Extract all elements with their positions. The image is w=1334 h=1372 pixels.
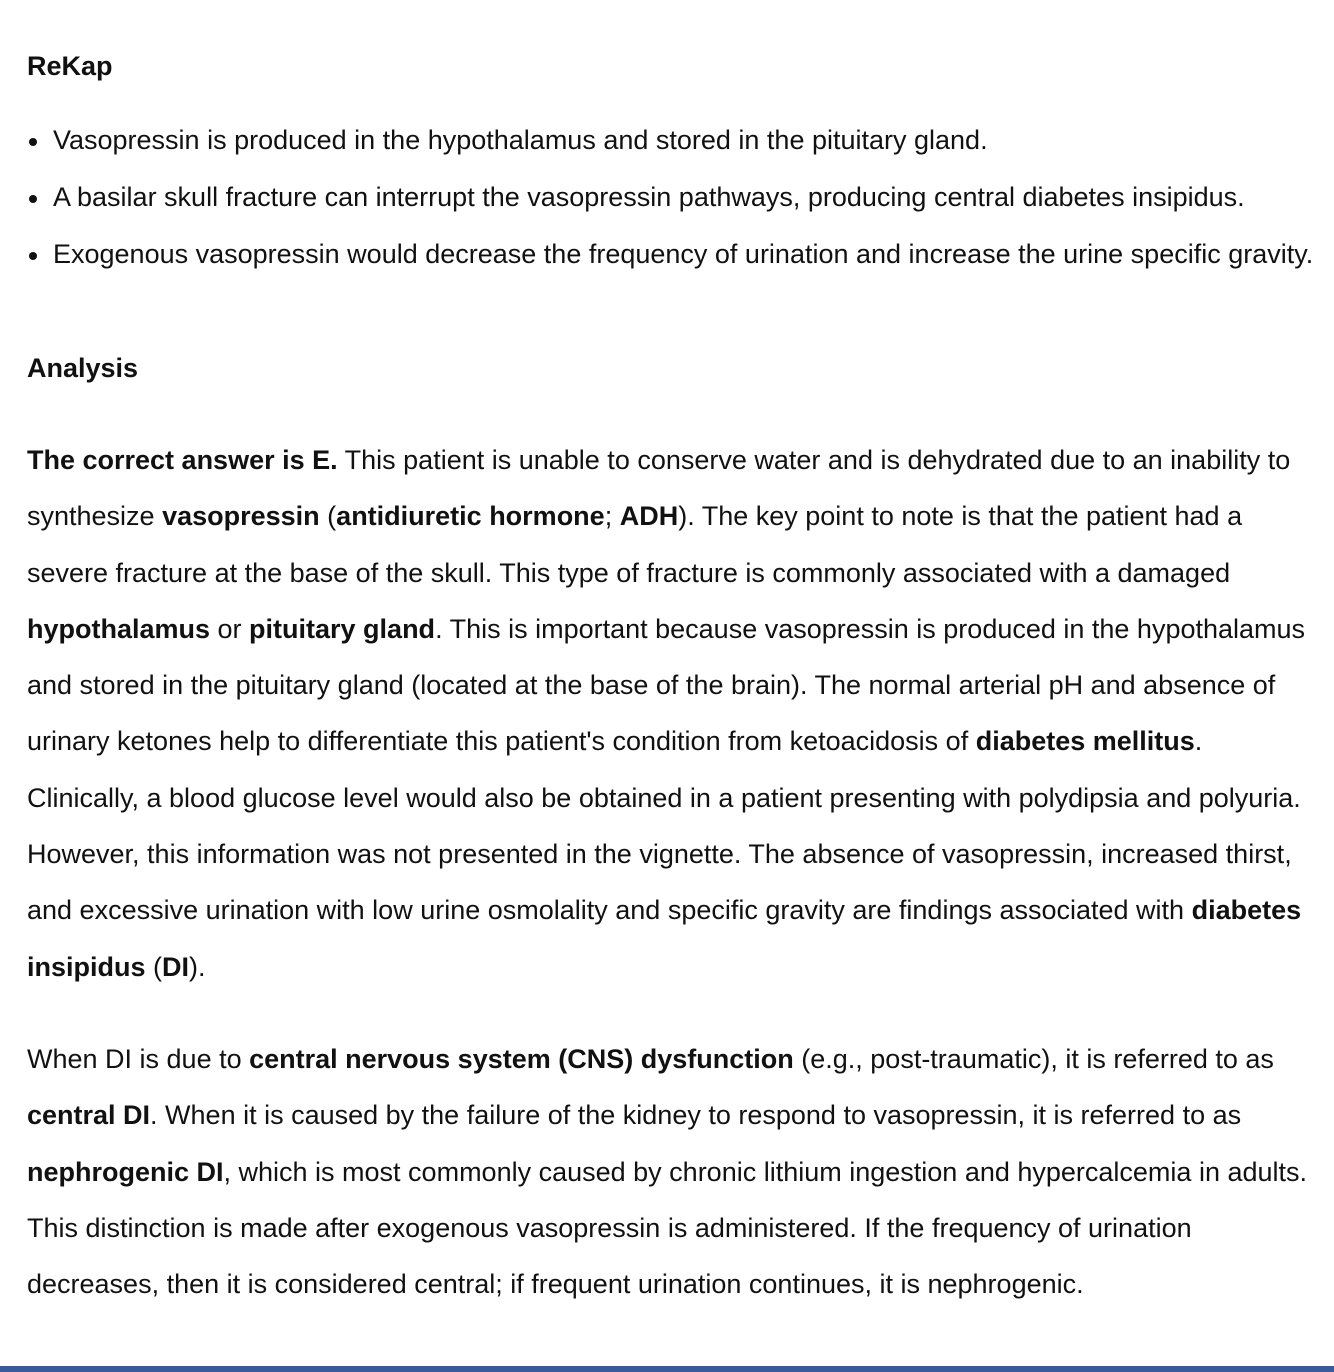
- term-di: DI: [162, 951, 190, 982]
- term-cns-dysfunction: central nervous system (CNS) dysfunction: [249, 1044, 794, 1074]
- term-nephrogenic-di: nephrogenic DI: [27, 1156, 224, 1187]
- rekap-list: [27, 121, 1323, 292]
- term-diabetes-insipidus: diabetes insipidus: [27, 895, 1302, 982]
- correct-answer-label: The correct answer is E.: [27, 445, 338, 475]
- analysis-paragraph-1: The correct answer is E. This patient is unable to conserve water and is dehydrated due to an inability to synthesize vasopressin (antidiuretic hormone; ADH). The key point to note is that the patient had a severe fracture at the base of the skull. This type of fracture is commonly associated with a damaged hypothalamus or pituitary gland. This is important because vasopressin is produced in the hypothalamus and stored in the pituitary gland (located at the base of the brain). The normal arterial pH and absence of urinary ketones help to differentiate this patient's condition from ketoacidosis of diabetes mellitus. Clinically, a blood glucose level would also be obtained in a patient presenting with polydipsia and polyuria. However, this information was not presented in the vignette. The absence of vasopressin, increased thirst, and excessive urination with low urine osmolality and specific gravity are findings associated with diabetes insipidus (DI).: [27, 445, 1306, 982]
- term-central-di: central DI: [27, 1100, 151, 1131]
- analysis-paragraph-2: When DI is due to central nervous system (CNS) dysfunction (e.g., post-traumatic), it is referred to as central DI. When it is caused by the failure of the kidney to respond to vasopressin, it is referred to as nephrogenic DI, which is most commonly caused by chronic lithium ingestion and hypercalcemia in adults. This distinction is made after exogenous vasopressin is administered. If the frequency of urination decreases, then it is considered central; if frequent urination continues, it is nephrogenic.: [27, 1044, 1308, 1300]
- list-item: Exogenous vasopressin would decrease the frequency of urination and increase the urine specific gravity.: [53, 235, 1323, 274]
- term-adh: ADH: [619, 501, 679, 532]
- term-antidiuretic-hormone: antidiuretic hormone: [336, 501, 605, 532]
- term-pituitary-gland: pituitary gland: [249, 613, 436, 644]
- bottom-toolbar-edge: [0, 1366, 1334, 1372]
- term-diabetes-mellitus: diabetes mellitus: [975, 726, 1195, 757]
- list-item: Vasopressin is produced in the hypothalamus and stored in the pituitary gland.: [53, 121, 1323, 160]
- analysis-heading: Analysis: [27, 353, 139, 383]
- list-item: A basilar skull fracture can interrupt the vasopressin pathways, producing central diabetes insipidus.: [53, 178, 1323, 217]
- rekap-heading: ReKap: [27, 51, 113, 81]
- term-hypothalamus: hypothalamus: [27, 613, 211, 644]
- term-vasopressin: vasopressin: [162, 501, 320, 532]
